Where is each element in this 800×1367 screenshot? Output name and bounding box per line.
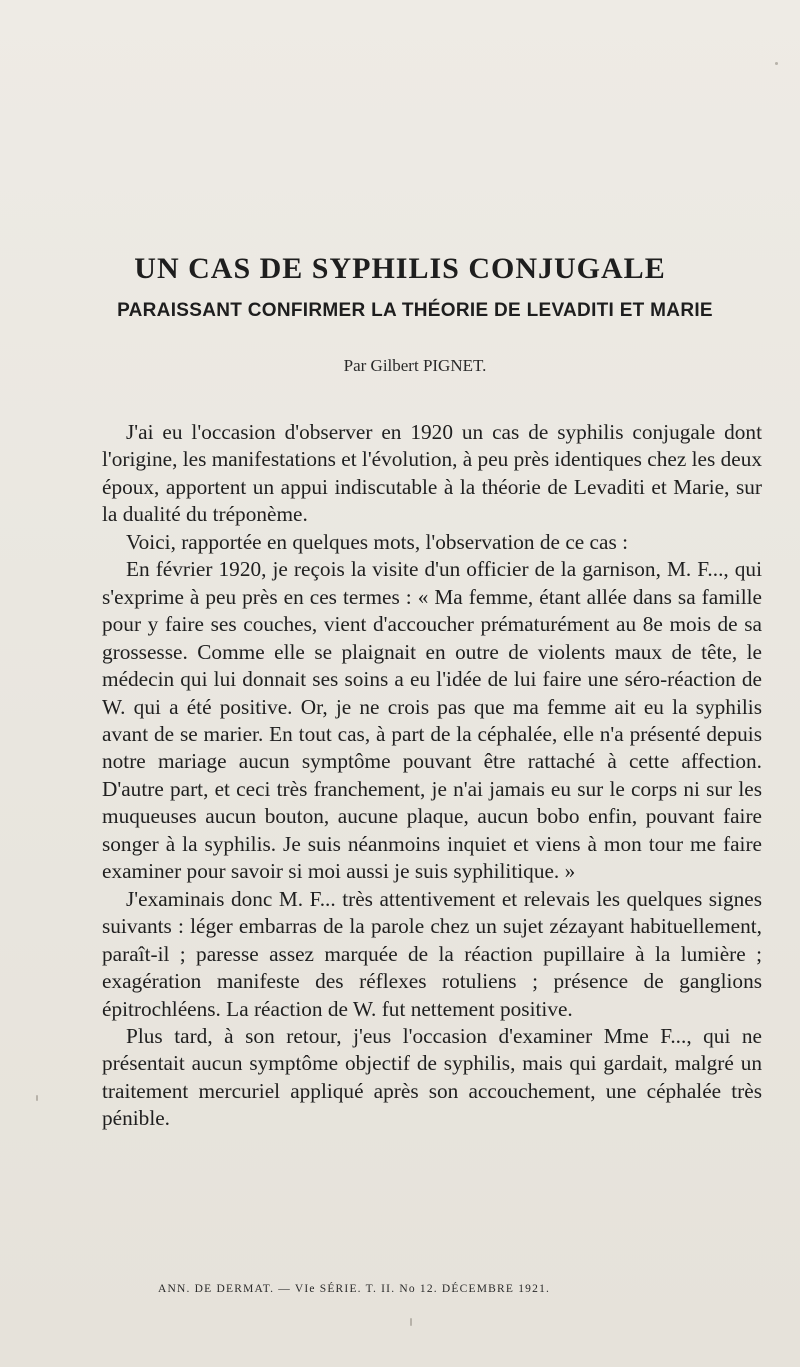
paragraph-1: J'ai eu l'occasion d'observer en 1920 un cas de syphilis conjugale dont l'origine, les manifestations et l'évolution, à peu près identiques chez les deux époux, apportent un appui indiscutable à la théorie de Levaditi et Marie, sur la dualité du tréponème. [102, 420, 763, 527]
article-subtitle: PARAISSANT CONFIRMER LA THÉORIE DE LEVADITI ET MARIE [117, 300, 713, 321]
paper-speck [410, 1318, 412, 1326]
paragraph-5: Plus tard, à son retour, j'eus l'occasion d'examiner Mme F..., qui ne présentait aucun symptôme objectif de syphilis, mais qui gardait, malgré un traitement mercuriel appliqué après son accouchement, une céphalée très pénible. [102, 1023, 762, 1131]
paper-speck [36, 1095, 38, 1101]
journal-footer: ANN. DE DERMAT. — VIe SÉRIE. T. II. No 12. DÉCEMBRE 1921. [158, 1283, 551, 1295]
article-body [102, 419, 762, 1133]
paragraph-4: J'examinais donc M. F... très attentivement et relevais les quelques signes suivants : léger embarras de la parole chez un sujet zézayant habituellement, paraît-il ; paresse assez marquée de la réaction pupillaire à la lumière ; exagération manifeste des réflexes rotuliens ; présence de ganglions épitrochléens. La réaction de W. fut nettement positive. [102, 886, 762, 1021]
paragraph-3: En février 1920, je reçois la visite d'un officier de la garnison, M. F..., qui s'exprime à peu près en ces termes : « Ma femme, étant allée dans sa famille pour y faire ses couches, vient d'accoucher prématurément au 8e mois de sa grossesse. Comme elle se plaignait en outre de violents maux de tête, le médecin qui lui donnait ses soins a eu l'idée de lui faire une séro-réaction de W. qui a été positive. Or, je ne crois pas que ma femme ait eu la syphilis avant de se marier. En tout cas, à part de la céphalée, elle n'a présenté depuis notre mariage aucun symptôme pouvant être rattaché à cette affection. D'autre part, et ceci très franchement, je n'ai jamais eu sur le corps ni sur les muqueuses aucun bouton, aucune plaque, aucun bobo enfin, pouvant faire songer à la syphilis. Je suis néanmoins inquiet et viens à mon tour me faire examiner pour savoir si moi aussi je suis syphilitique. » [102, 557, 762, 884]
paper-speck [775, 62, 778, 65]
article-title: UN CAS DE SYPHILIS CONJUGALE [134, 252, 666, 285]
author-byline: Par Gilbert PIGNET. [343, 356, 487, 375]
paragraph-2: Voici, rapportée en quelques mots, l'observation de ce cas : [126, 529, 628, 554]
